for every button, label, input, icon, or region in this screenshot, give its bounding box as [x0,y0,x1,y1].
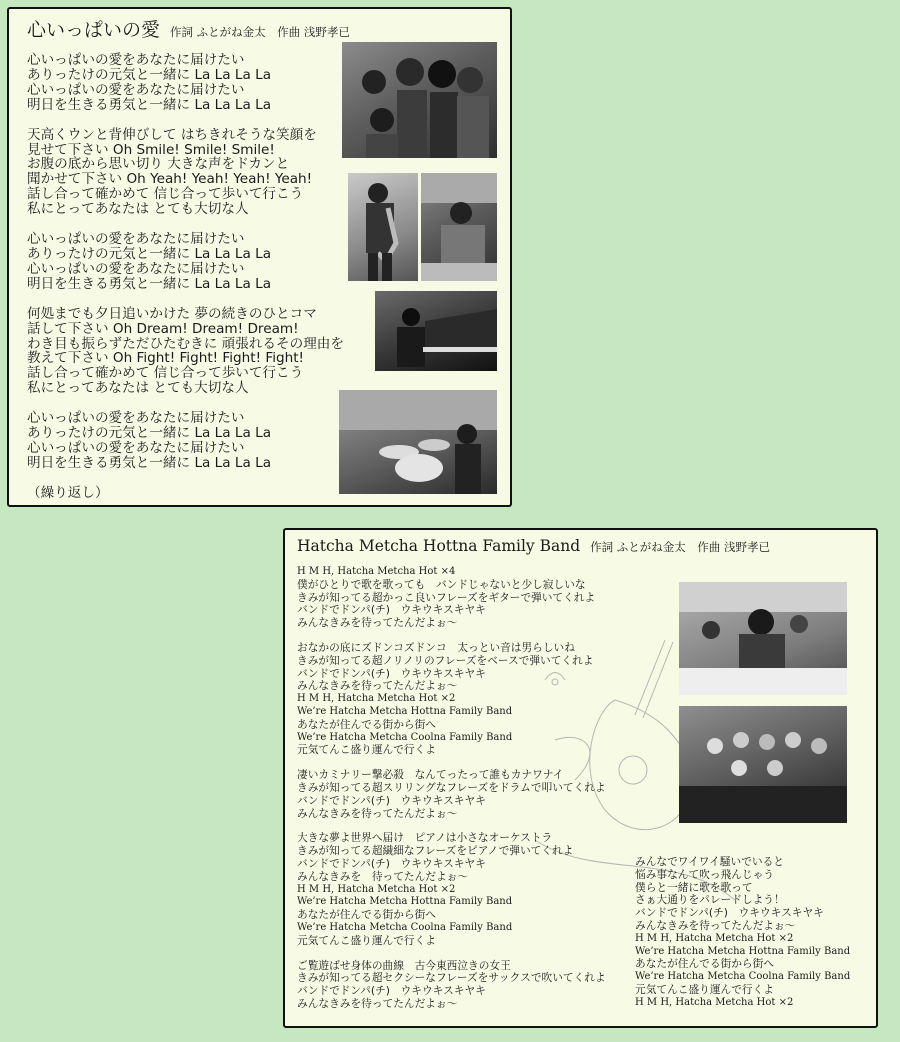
lyric-line: 明日を生きる勇気と一緒に La La La La [27,96,272,113]
song-credits: 作詞 ふとがね金太 作曲 浅野孝已 [170,25,350,39]
lyric-line: きみが知ってる超ノリノリのフレーズをベースで弾いてくれよ [297,653,594,667]
lyric-line: 心いっぱいの愛をあなたに届けたい [27,52,245,68]
lyrics-card-family-band [283,528,878,1028]
photo-drummer [339,390,497,494]
lyric-line: We’re Hatcha Metcha Coolna Family Band [635,971,851,983]
lyric-line: バンドでドンパ(チ) ウキウキスキヤキ [635,906,824,920]
lyric-line: みんなきみを待ってたんだよぉ～ [635,918,796,932]
lyric-line: We’re Hatcha Metcha Hottna Family Band [297,896,513,908]
lyric-line: ありったけの元気と一緒に La La La La [27,425,272,442]
photo-pianist [375,291,497,371]
song-title-row [27,15,350,42]
photo-band-laughing [679,582,847,695]
lyric-line: H M H, Hatcha Metcha Hot ×2 [297,883,456,895]
lyric-line: We’re Hatcha Metcha Coolna Family Band [297,921,513,933]
lyrics-body [27,53,344,516]
lyric-line: 心いっぱいの愛をあなたに届けたい [27,410,245,427]
lyric-line: 明日を生きる勇気と一緒に La La La La [27,275,272,292]
song-credits: 作詞 ふとがね金太 作曲 浅野孝已 [590,540,770,554]
lyrics-body-right [635,856,850,1022]
lyric-line: あなたが住んでる街から街へ [635,957,774,971]
lyric-line: お腹の底から思い切り 大きな声をドカンと [27,156,290,173]
lyric-line: We’re Hatcha Metcha Hottna Family Band [297,705,513,717]
stanza [27,232,344,292]
lyric-line: ありったけの元気と一緒に La La La La [27,66,272,83]
lyric-line: おなかの底にズドンコズドンコ 太っとい音は男らしいね [297,640,575,654]
lyric-line: ありったけの元気と一緒に La La La La [27,245,272,262]
lyric-line: バンドでドンパ(チ) ウキウキスキヤキ [297,603,486,617]
lyrics-body-left [297,566,606,1023]
stanza [27,128,344,217]
lyric-line: 凄いカミナリー撃必殺 なんてったって誰もカナワナイ [297,768,564,782]
lyric-line: 心いっぱいの愛をあなたに届けたい [27,439,245,456]
lyric-line: みんなきみを待ってたんだよぉ～ [297,679,458,693]
lyric-line: 心いっぱいの愛をあなたに届けたい [27,231,245,248]
lyric-line: バンドでドンパ(チ) ウキウキスキヤキ [297,793,486,807]
lyric-line: 大きな夢よ世界へ届け ピアノは小さなオーケストラ [297,831,553,845]
lyric-line: 元気てんこ盛り運んで行くよ [297,743,436,757]
lyric-line: 聞かせて下さい Oh Yeah! Yeah! Yeah! Yeah! [27,171,313,188]
lyric-line: きみが知ってる超スリリングなフレーズをドラムで叩いてくれよ [297,780,606,794]
lyric-line: 話し合って確かめて 信じ合って歩いて行こう [27,365,304,382]
lyric-line: 話し合って確かめて 信じ合って歩いて行こう [27,186,304,203]
lyric-line: 元気てんこ盛り運んで行くよ [635,982,774,996]
lyric-line: みんなきみを 待ってたんだよぉ～ [297,869,469,883]
lyric-line: きみが知ってる超かっこ良いフレーズをギターで弾いてくれよ [297,590,596,604]
lyric-line: H M H, Hatcha Metcha Hot ×2 [635,932,794,944]
lyric-line: We’re Hatcha Metcha Hottna Family Band [635,945,851,957]
stanza [297,566,606,630]
lyric-line: 私にとってあなたは とても大切な人 [27,380,249,397]
lyric-line: みんなでワイワイ騒いでいると [635,855,784,868]
song-title: 心いっぱいの愛 [27,19,161,41]
lyric-line: 天高くウンと背伸びして はちきれそうな笑顔を [27,126,317,143]
lyric-line: 見せて下さい Oh Smile! Smile! Smile! [27,141,275,158]
lyric-line: バンドでドンパ(チ) ウキウキスキヤキ [297,856,486,870]
lyric-line: ご覧遊ばせ身体の曲線 古今東西泣きの女王 [297,958,511,972]
photo-band-group [679,706,847,823]
stanza [27,411,344,471]
lyric-line: 心いっぱいの愛をあなたに届けたい [27,260,245,277]
lyric-line: 話して下さい Oh Dream! Dream! Dream! [27,320,299,337]
photo-saxophonist [348,173,418,281]
lyric-line: 元気てんこ盛り運んで行くよ [297,933,436,947]
lyric-line: あなたが住んでる街から街へ [297,717,436,731]
lyric-line: We’re Hatcha Metcha Coolna Family Band [297,731,513,743]
lyrics-card-kokoro [7,7,512,507]
lyric-line: わき目も振らずただひたむきに 頑張れるその理由を [27,335,344,352]
photo-guitarist [421,173,497,281]
song-title: Hatcha Metcha Hottna Family Band [297,537,581,555]
lyric-line: あなたが住んでる街から街へ [297,908,436,922]
stanza [27,53,344,113]
lyric-line: 僕らと一緒に歌を歌って [635,880,753,894]
lyric-line: みんなきみを待ってたんだよぉ～ [297,806,458,820]
lyric-line: 心いっぱいの愛をあなたに届けたい [27,81,245,98]
lyric-line: 僕がひとりで歌を歌っても バンドじゃないと少し寂しいな [297,577,586,591]
photo-group-singers [342,42,497,158]
lyric-line: さぁ大通りをパレードしよう！ [635,893,785,907]
lyric-line: 明日を生きる勇気と一緒に La La La La [27,454,272,471]
lyric-line: バンドでドンパ(チ) ウキウキスキヤキ [297,984,486,998]
lyric-line: （繰り返し） [27,484,109,501]
lyric-line: きみが知ってる超セクシーなフレーズをサックスで吹いてくれよ [297,971,606,985]
lyric-line: バンドでドンパ(チ) ウキウキスキヤキ [297,666,486,680]
lyric-line: 何処までも夕日追いかけた 夢の続きのひとコマ [27,305,317,322]
stanza [27,486,344,501]
stanza [297,960,606,1011]
lyric-line: 教えて下さい Oh Fight! Fight! Fight! Fight! [27,350,305,367]
stanza [27,307,344,396]
lyric-line: みんなきみを待ってたんだよぉ～ [297,616,458,630]
lyric-line: 悩み事なんて吹っ飛んじゃう [635,867,774,881]
lyric-line: きみが知ってる超繊細なフレーズをピアノで弾いてくれよ [297,844,574,858]
lyric-line: H M H, Hatcha Metcha Hot ×4 [297,566,456,577]
stanza [297,642,606,757]
lyric-line: みんなきみを待ってたんだよぉ～ [297,996,458,1010]
lyric-line: 私にとってあなたは とても大切な人 [27,201,249,218]
lyric-line: H M H, Hatcha Metcha Hot ×2 [297,693,456,705]
stanza [297,832,606,947]
lyric-line: H M H, Hatcha Metcha Hot ×2 [635,996,794,1008]
stanza [635,856,850,1010]
stanza [297,769,606,820]
song-title-row [297,536,770,555]
